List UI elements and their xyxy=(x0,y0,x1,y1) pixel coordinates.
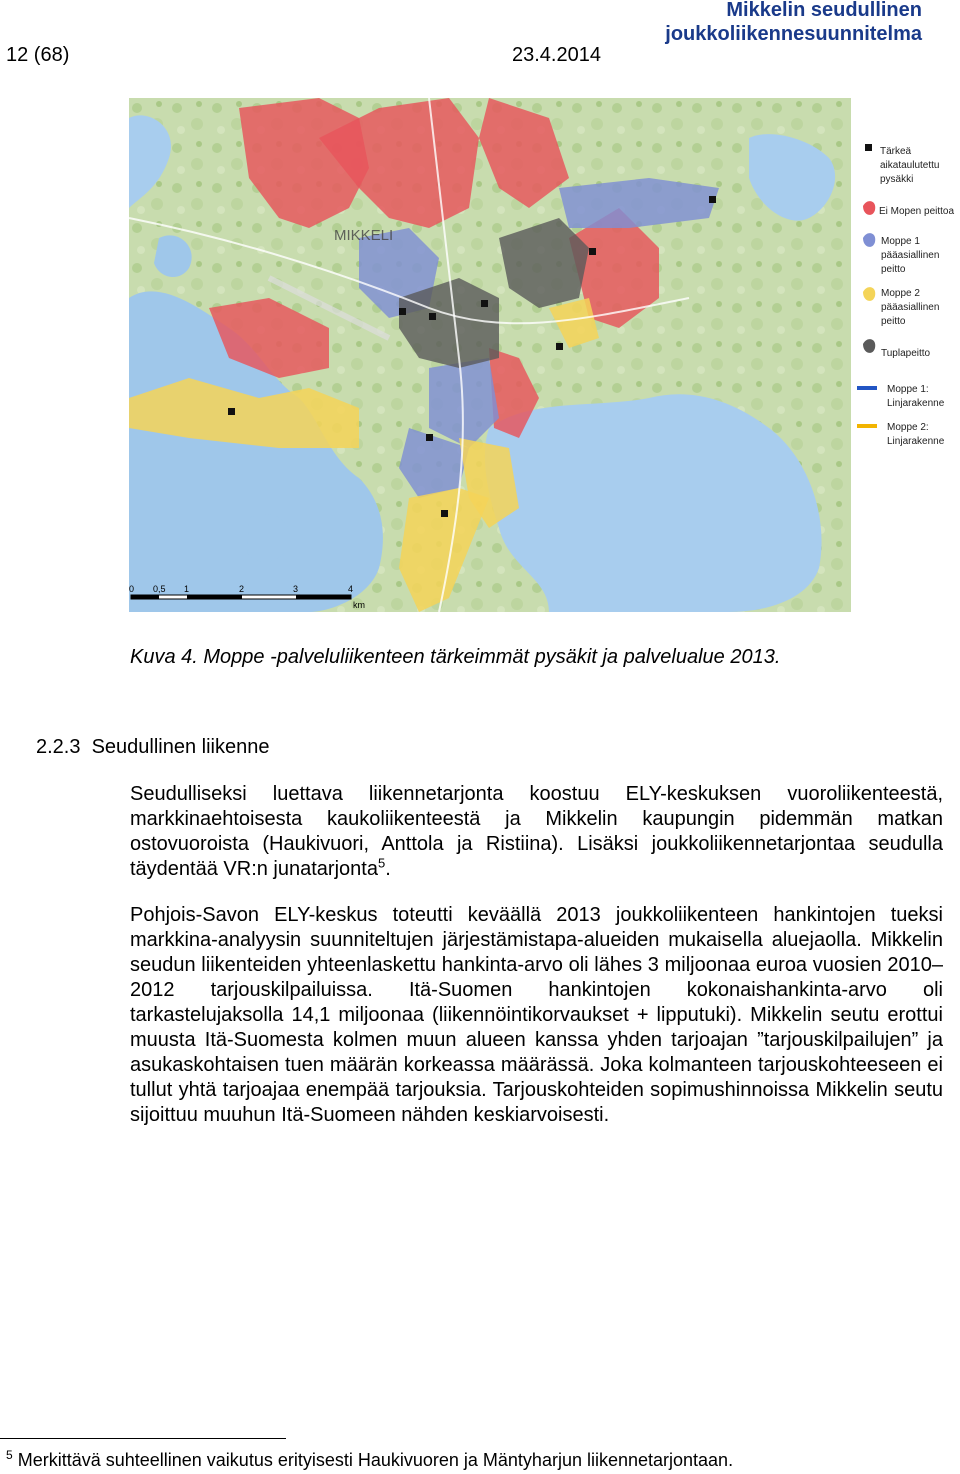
footnote-reference[interactable]: 5 xyxy=(377,855,386,871)
stop-marker xyxy=(429,313,436,320)
map-legend xyxy=(857,144,954,447)
svg-text:Moppe 1:: Moppe 1: xyxy=(887,384,929,395)
svg-text:Moppe 2: Moppe 2 xyxy=(881,288,920,299)
legend-blue-line-symbol xyxy=(857,386,877,390)
paragraph-regional-traffic: Seudulliseksi luettava liikennetarjonta koostuu ELY-keskuksen vuoroliikenteestä, markkinaehtoisesta kaukoliikenteestä ja Mikkelin kaupungin pidemmän matkan ostovuoroista (Haukivuori, Anttola ja Ristiina). Lisäksi joukkoliikennetarjontaa seudulla täydentää VR:n junatarjonta$^5$. xyxy=(130,783,943,880)
stop-marker xyxy=(589,248,596,255)
svg-text:Linjarakenne: Linjarakenne xyxy=(887,398,945,409)
stop-marker xyxy=(228,408,235,415)
figure-caption: Kuva 4. Moppe -palveluliikenteen tärkeimmät pysäkit ja palvelualue 2013. xyxy=(130,646,781,668)
svg-text:4: 4 xyxy=(348,584,354,594)
svg-text:km: km xyxy=(353,600,365,610)
legend-red-label: Ei Mopen peittoa xyxy=(879,206,955,217)
stop-marker xyxy=(556,343,563,350)
section-number: 2.2.3 xyxy=(36,736,81,758)
svg-text:aikataulutettu: aikataulutettu xyxy=(880,160,940,171)
document-title-line2: joukkoliikennesuunnitelma xyxy=(665,23,922,45)
service-area-map xyxy=(129,98,955,612)
svg-text:pääasiallinen: pääasiallinen xyxy=(881,302,940,313)
svg-text:3: 3 xyxy=(293,584,299,594)
legend-yellow-line-symbol xyxy=(857,424,877,428)
svg-text:Tuplapeitto: Tuplapeitto xyxy=(881,348,931,359)
document-title-line1: Mikkelin seudullinen xyxy=(726,0,922,21)
stop-marker xyxy=(709,196,716,203)
stop-marker xyxy=(481,300,488,307)
page-number: 12 (68) xyxy=(6,44,70,66)
stop-marker xyxy=(426,434,433,441)
legend-stop-label: Tärkeä xyxy=(880,146,912,157)
stop-marker xyxy=(399,308,406,315)
map-place-label: MIKKELI xyxy=(334,227,394,244)
svg-text:pysäkki: pysäkki xyxy=(880,174,914,185)
svg-text:0: 0 xyxy=(129,584,135,594)
footnote-divider xyxy=(0,1438,286,1439)
svg-text:0,5: 0,5 xyxy=(153,584,166,594)
document-date: 23.4.2014 xyxy=(512,44,601,66)
svg-text:Moppe 2:: Moppe 2: xyxy=(887,422,929,433)
footnote xyxy=(6,1450,733,1471)
svg-text:pääasiallinen: pääasiallinen xyxy=(881,250,940,261)
svg-text:peitto: peitto xyxy=(881,316,906,327)
section-title: Seudullinen liikenne xyxy=(91,736,270,758)
stop-marker xyxy=(441,510,448,517)
svg-text:1: 1 xyxy=(184,584,190,594)
section-heading xyxy=(36,736,269,759)
svg-text:Moppe 1: Moppe 1 xyxy=(881,236,920,247)
footnote-number: 5 xyxy=(6,1448,13,1462)
legend-red-symbol xyxy=(863,201,875,215)
legend-blue-symbol xyxy=(863,233,875,247)
legend-yellow-symbol xyxy=(863,287,875,301)
document-title xyxy=(665,0,922,46)
svg-text:Linjarakenne: Linjarakenne xyxy=(887,436,945,447)
svg-text:2: 2 xyxy=(239,584,245,594)
legend-stop-symbol xyxy=(865,144,872,151)
footnote-text: Merkittävä suhteellinen vaikutus erityisesti Haukivuoren ja Mäntyharjun liikennetarjontaan. xyxy=(17,1450,734,1470)
legend-grey-symbol xyxy=(863,339,875,353)
svg-text:peitto: peitto xyxy=(881,264,906,275)
paragraph-procurement: Pohjois-Savon ELY-keskus toteutti keväällä 2013 joukkoliikenteen hankintojen tueksi markkina-analyysin suunniteltujen järjestämistapa-alueiden mukaisella aluejaolla. Mikkelin seudun liikenteiden yhteenlaskettu hankinta-arvo oli lähes 3 miljoonaa euroa vuosien 2010–2012 tarjouskilpailuissa. Itä-Suomen hankintojen kokonaishankinta-arvo oli tarkastelujaksolla 14,1 miljoonaa (liikennöintikorvaukset + lipputuki). Mikkelin seutu erottui muusta Itä-Suomesta kolmen muun alueen kanssa yhden tarjoajan ”tarjouskilpailujen” ja asukaskohtaisen tuen määrän korkeassa määrässä. Joka kolmanteen tarjouskohteeseen ei tullut yhtä tarjoajaa enempää tarjouksia. Tarjouskohteiden sopimushinnoissa Mikkelin seutu sijoittuu muuhun Itä-Suomeen nähden keskiarvoisesti. xyxy=(130,904,943,1126)
